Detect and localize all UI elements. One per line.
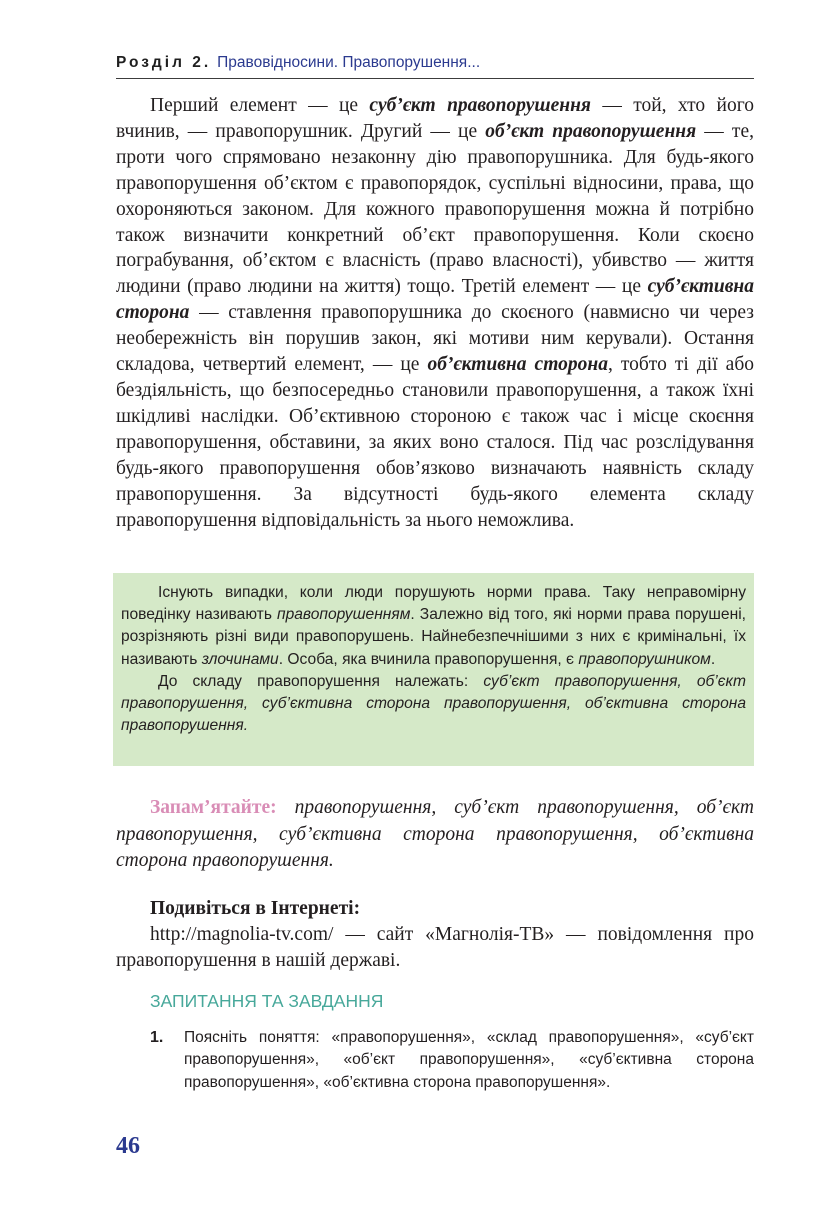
summary-term: злочинами — [201, 650, 279, 668]
internet-block — [116, 896, 754, 974]
page-number: 46 — [116, 1133, 140, 1159]
question-item — [150, 1027, 754, 1094]
question-text: Поясніть поняття: «правопорушення», «склад правопорушення», «суб’єкт правопорушення», «об’єкт правопорушення», «суб’єктивна сторона правопорушення», «об’єктивна сторона правопорушення». — [184, 1029, 754, 1091]
summary-term: суб’єкт правопорушення, об’єкт правопорушення, суб’єктивна сторона правопорушення, об’єктивна сторона правопорушення. — [121, 672, 746, 735]
summary-term: правопорушником — [578, 650, 711, 668]
running-header — [116, 54, 754, 79]
main-text-segment: Перший елемент — це — [150, 95, 370, 116]
term-subject: суб’єкт правопорушення — [369, 95, 591, 116]
summary-text: . Особа, яка вчинила правопорушення, є — [278, 650, 579, 668]
question-number: 1. — [150, 1029, 164, 1046]
main-paragraph — [116, 93, 754, 533]
internet-title: Подивіться в Інтернеті: — [150, 898, 361, 919]
internet-text: http://magnolia-tv.com/ — сайт «Магнолія-ТВ» — повідомлення про правопорушення в нашій державі. — [116, 924, 754, 971]
summary-paragraph-2 — [121, 671, 746, 738]
term-subjective-side: суб’єктивна сторона — [116, 276, 754, 324]
main-text-segment: — той, хто його вчинив, — правопорушник. Другий — це — [116, 95, 754, 142]
summary-paragraph-1 — [121, 582, 746, 671]
term-objective-side: об’єктивна сторона — [427, 354, 608, 376]
section-title: Правовідносини. Правопорушення... — [217, 54, 481, 71]
remember-text: правопорушення, суб’єкт правопорушення, об’єкт правопорушення, суб’єктивна сторона правопорушення, об’єктивна сторона правопорушення. — [116, 797, 754, 871]
remember-block — [116, 795, 754, 875]
summary-text: . — [710, 650, 716, 668]
remember-label: Запам’ятайте: — [150, 797, 277, 818]
questions-heading: ЗАПИТАННЯ ТА ЗАВДАННЯ — [150, 991, 384, 1011]
main-text-segment: , тобто ті дії або бездіяльність, що безпосередньо становили правопорушення, а також їхні шкідливі наслідки. Об’єктивною стороною є також час і місце скоєння правопорушення, обставини, за яких воно сталося. Під час розслідування будь-якого правопорушення обов’язково визначають наявність складу правопорушення. За відсутності будь-якого елемента складу правопорушення відповідальність за нього неможлива. — [116, 354, 754, 531]
summary-box — [113, 573, 754, 766]
summary-text: . Залежно від того, які норми права порушені, розрізняють різні види правопорушень. Найнебезпечнішими з них є кримінальні, їх називають — [121, 606, 747, 668]
summary-text: Існують випадки, коли люди порушують норми права. Таку неправомірну поведінку називають — [121, 584, 746, 624]
section-label: Розділ 2. — [116, 54, 212, 71]
summary-term: правопорушенням — [277, 606, 411, 624]
summary-text: До складу правопорушення належать: — [158, 672, 484, 690]
main-text-segment: — ставлення правопорушника до скоєного (навмисно чи через необережність він порушив закон, які мотиви ним керували). Остання складова, четвертий елемент, — це — [116, 302, 754, 376]
main-text-segment: — те, проти чого спрямовано незаконну дію правопорушника. Для будь-якого правопорушення об’єктом є правопорядок, суспільні відносини, права, що охороняються законом. Для кожного правопорушення можна й потрібно також визначити конкретний об’єкт правопорушення. Коли скоєно пограбування, об’єктом є власність (право власності), убивство — життя людини (право людини на життя) тощо. Третій елемент — це — [116, 120, 754, 298]
term-object: об’єкт правопорушення — [485, 120, 697, 142]
